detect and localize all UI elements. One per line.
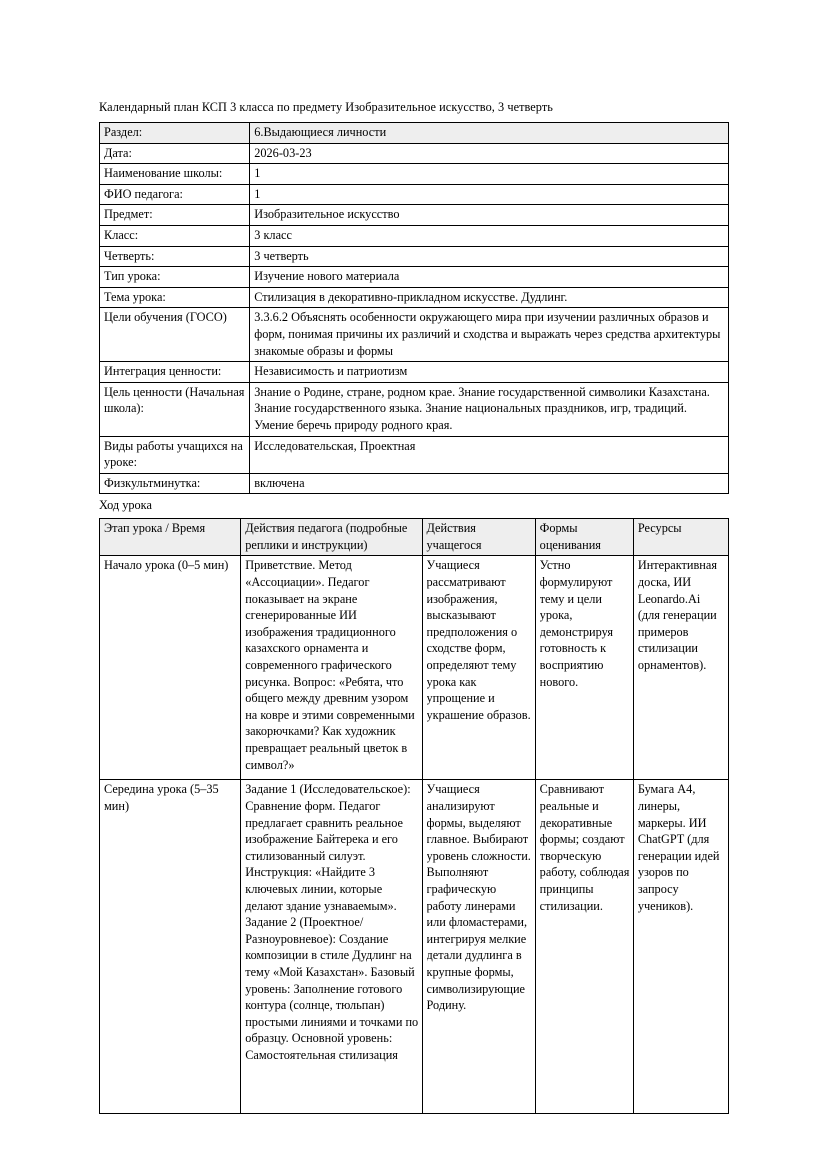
cell-stage-text: Середина урока (5–35 мин) bbox=[104, 782, 219, 814]
info-label: Наименование школы: bbox=[100, 164, 250, 185]
table-row bbox=[100, 246, 729, 267]
info-label: Тема урока: bbox=[100, 287, 250, 308]
info-label: Цели обучения (ГОСО) bbox=[100, 308, 250, 362]
info-value: включена bbox=[250, 473, 729, 494]
cell-student-actions bbox=[422, 780, 535, 1114]
cell-resources bbox=[633, 780, 728, 1114]
table-row bbox=[100, 473, 729, 494]
table-row bbox=[100, 382, 729, 436]
cell-resources-text: Интерактивная доска, ИИ Leonardo.Ai (для генерации примеров стилизации орнаментов). bbox=[637, 558, 717, 673]
info-value: 3.3.6.2 Объяснять особенности окружающего мира при изучении различных образов и форм, понимая причины их различий и сходства и выражать через средства архитектуры знакомые образы и формы bbox=[250, 308, 729, 362]
info-label: Дата: bbox=[100, 143, 250, 164]
cell-student-text: Учащиеся рассматривают изображения, высказывают предположения о сходстве форм, определяют тему урока как упрощение и украшение образов. bbox=[426, 558, 531, 722]
info-value: 3 класс bbox=[250, 225, 729, 246]
lesson-flow-head bbox=[100, 519, 729, 556]
cell-resources-text: Бумага А4, линеры, маркеры. ИИ ChatGPT (для генерации идей узоров по запросу учеников). bbox=[637, 782, 720, 913]
table-row bbox=[100, 123, 729, 144]
table-row bbox=[100, 436, 729, 473]
page-title: Календарный план КСП 3 класса по предмету Изобразительное искусство, 3 четверть bbox=[99, 100, 553, 114]
info-value: 1 bbox=[250, 164, 729, 185]
column-header-teacher-actions: Действия педагога (подробные реплики и инструкции) bbox=[241, 519, 422, 556]
table-row bbox=[100, 225, 729, 246]
info-value: Изобразительное искусство bbox=[250, 205, 729, 226]
info-label: Четверть: bbox=[100, 246, 250, 267]
info-value: Стилизация в декоративно-прикладном искусстве. Дудлинг. bbox=[250, 287, 729, 308]
info-value: Исследовательская, Проектная bbox=[250, 436, 729, 473]
lesson-info-body bbox=[100, 123, 729, 494]
column-header-assessment: Формы оценивания bbox=[535, 519, 633, 556]
table-row bbox=[100, 267, 729, 288]
cell-resources bbox=[633, 556, 728, 780]
table-row bbox=[100, 287, 729, 308]
info-label: Предмет: bbox=[100, 205, 250, 226]
table-row bbox=[100, 780, 729, 1114]
cell-stage bbox=[100, 556, 241, 780]
cell-teacher-actions bbox=[241, 556, 422, 780]
cell-student-actions bbox=[422, 556, 535, 780]
lesson-info-table bbox=[99, 122, 729, 494]
info-label: Тип урока: bbox=[100, 267, 250, 288]
info-value: Знание о Родине, стране, родном крае. Знание государственной символики Казахстана. Знание государственного языка. Знание национальных праздников, игр, традиций. Умение беречь природу родного края. bbox=[250, 382, 729, 436]
info-label: Раздел: bbox=[100, 123, 250, 144]
table-row bbox=[100, 308, 729, 362]
table-row bbox=[100, 143, 729, 164]
table-row bbox=[100, 556, 729, 780]
info-label: Интеграция ценности: bbox=[100, 362, 250, 383]
table-header-row bbox=[100, 519, 729, 556]
info-label: Класс: bbox=[100, 225, 250, 246]
cell-teacher-actions bbox=[241, 780, 422, 1114]
cell-student-text: Учащиеся анализируют формы, выделяют главное. Выбирают уровень сложности. Выполняют графическую работу линерами или фломастерами, интегрируя мелкие детали дудлинга в крупные формы, символизирующие Родину. bbox=[426, 782, 531, 1013]
lesson-flow-body bbox=[100, 556, 729, 1114]
table-row bbox=[100, 184, 729, 205]
column-header-resources: Ресурсы bbox=[633, 519, 728, 556]
lesson-flow-table bbox=[99, 518, 729, 1114]
info-label: Цель ценности (Начальная школа): bbox=[100, 382, 250, 436]
info-label: Виды работы учащихся на уроке: bbox=[100, 436, 250, 473]
document-content bbox=[99, 99, 729, 1114]
cell-assessment bbox=[535, 780, 633, 1114]
info-value: 6.Выдающиеся личности bbox=[250, 123, 729, 144]
table-row bbox=[100, 205, 729, 226]
table-row bbox=[100, 164, 729, 185]
cell-assessment-text: Сравнивают реальные и декоративные формы; создают творческую работу, соблюдая принципы стилизации. bbox=[539, 782, 630, 913]
info-value: Независимость и патриотизм bbox=[250, 362, 729, 383]
cell-teacher-text: Приветствие. Метод «Ассоциации». Педагог показывает на экране сгенерированные ИИ изображения традиционного казахского орнамента и современного графического рисунка. Вопрос: «Ребята, что общего между древним узором на ковре и этими современными закорючками? Как художник превращает реальный цветок в символ?» bbox=[245, 558, 415, 772]
info-label: Физкультминутка: bbox=[100, 473, 250, 494]
cell-assessment bbox=[535, 556, 633, 780]
lesson-flow-label: Ход урока bbox=[99, 498, 152, 513]
info-value: Изучение нового материала bbox=[250, 267, 729, 288]
info-value: 2026-03-23 bbox=[250, 143, 729, 164]
cell-stage-text: Начало урока (0–5 мин) bbox=[104, 558, 229, 573]
table-row bbox=[100, 362, 729, 383]
cell-stage bbox=[100, 780, 241, 1114]
column-header-student-actions: Действия учащегося bbox=[422, 519, 535, 556]
cell-teacher-text: Задание 1 (Исследовательское): Сравнение форм. Педагог предлагает сравнить реальное изображение Байтерека и его стилизованный силуэт. Инструкция: «Найдите 3 ключевых линии, которые делают здание узнаваемым». Задание 2 (Проектное/Разноуровневое): Создание композиции в стиле Дудлинг на тему «Мой Казахстан». Базовый уровень: Заполнение готового контура (солнце, тюльпан) простыми линиями и точками по образцу. Основной уровень: Самостоятельная стилизация bbox=[245, 782, 419, 1062]
column-header-stage: Этап урока / Время bbox=[100, 519, 241, 556]
info-label: ФИО педагога: bbox=[100, 184, 250, 205]
cell-assessment-text: Устно формулируют тему и цели урока, демонстрируя готовность к восприятию нового. bbox=[539, 558, 614, 689]
info-value: 1 bbox=[250, 184, 729, 205]
info-value: 3 четверть bbox=[250, 246, 729, 267]
